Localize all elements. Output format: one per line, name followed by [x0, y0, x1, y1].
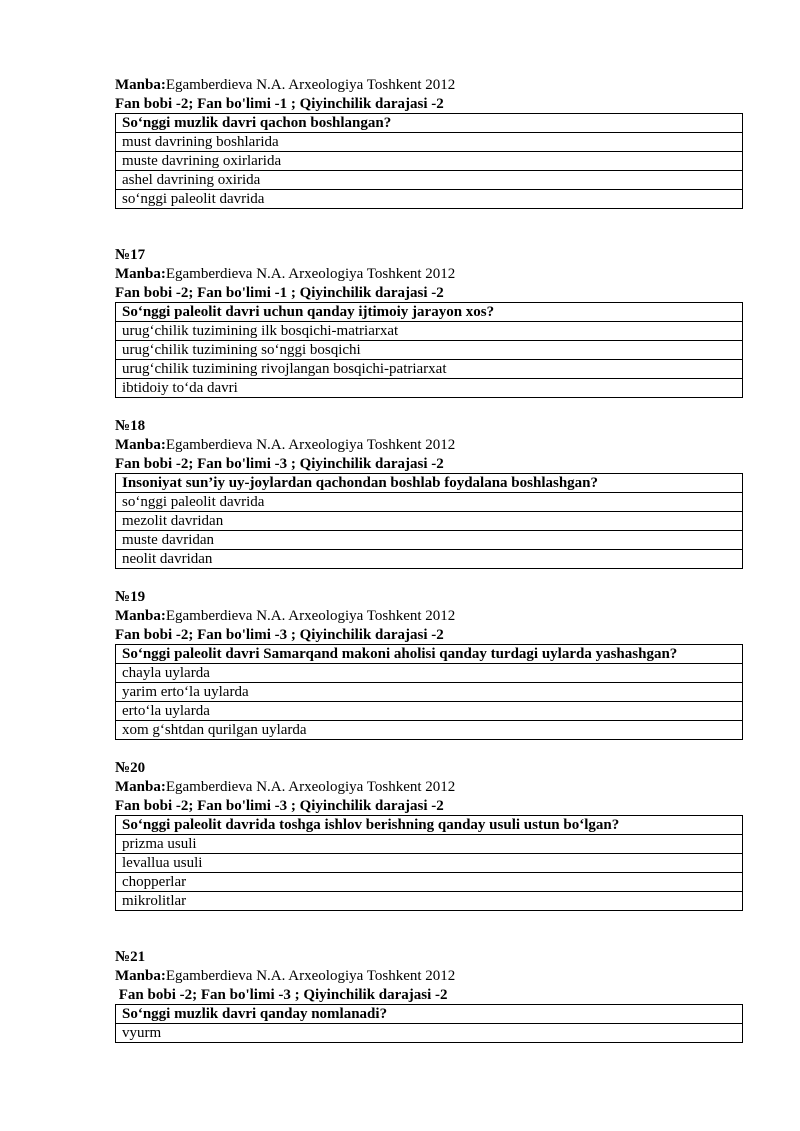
question-table: [115, 644, 743, 740]
source-label: Manba:: [115, 608, 166, 624]
answer-option: mezolit davridan: [116, 512, 743, 531]
source-label: Manba:: [115, 437, 166, 453]
question-text: So‘nggi paleolit davri uchun qanday ijtimoiy jarayon xos?: [116, 303, 743, 322]
answer-option: urug‘chilik tuzimining rivojlangan bosqichi-patriarxat: [116, 360, 743, 379]
question-block-21: [115, 948, 743, 1043]
source-text: Egamberdieva N.A. Arxeologiya Toshkent 2012: [165, 77, 456, 93]
answer-option: prizma usuli: [116, 835, 743, 854]
question-number: №17: [115, 247, 146, 263]
answer-option: muste davridan: [116, 531, 743, 550]
source-line: [115, 607, 743, 626]
question-table: [115, 302, 743, 398]
answer-option: chayla uylarda: [116, 664, 743, 683]
answer-option: so‘nggi paleolit davrida: [116, 190, 743, 209]
answer-option: chopperlar: [116, 873, 743, 892]
source-text: Egamberdieva N.A. Arxeologiya Toshkent 2012: [165, 437, 456, 453]
question-table: [115, 473, 743, 569]
answer-option: must davrining boshlarida: [116, 133, 743, 152]
question-text: So‘nggi paleolit davrida toshga ishlov berishning qanday usuli ustun bo‘lgan?: [116, 816, 743, 835]
meta-line: Fan bobi -2; Fan bo'limi -1 ; Qiyinchilik darajasi -2: [115, 96, 444, 112]
answer-option: vyurm: [116, 1024, 743, 1043]
question-number: №20: [115, 760, 146, 776]
question-block-17: [115, 246, 743, 398]
question-number: №21: [115, 949, 146, 965]
answer-option: xom g‘shtdan qurilgan uylarda: [116, 721, 743, 740]
answer-option: ashel davrining oxirida: [116, 171, 743, 190]
meta-line: Fan bobi -2; Fan bo'limi -1 ; Qiyinchilik darajasi -2: [115, 285, 444, 301]
source-text: Egamberdieva N.A. Arxeologiya Toshkent 2012: [165, 968, 456, 984]
source-line: [115, 967, 743, 986]
question-block-18: [115, 417, 743, 569]
source-text: Egamberdieva N.A. Arxeologiya Toshkent 2012: [165, 266, 456, 282]
question-text: So‘nggi paleolit davri Samarqand makoni aholisi qanday turdagi uylarda yashashgan?: [116, 645, 743, 664]
source-line: [115, 265, 743, 284]
meta-line: Fan bobi -2; Fan bo'limi -3 ; Qiyinchilik darajasi -2: [115, 798, 444, 814]
source-label: Manba:: [115, 266, 166, 282]
source-text: Egamberdieva N.A. Arxeologiya Toshkent 2012: [165, 608, 456, 624]
source-line: [115, 76, 743, 95]
meta-line: Fan bobi -2; Fan bo'limi -3 ; Qiyinchilik darajasi -2: [115, 987, 448, 1003]
question-table: [115, 1004, 743, 1043]
question-text: So‘nggi muzlik davri qanday nomlanadi?: [116, 1005, 743, 1024]
answer-option: urug‘chilik tuzimining ilk bosqichi-matriarxat: [116, 322, 743, 341]
question-number: №19: [115, 589, 146, 605]
source-label: Manba:: [115, 968, 166, 984]
question-table: [115, 113, 743, 209]
source-line: [115, 436, 743, 455]
answer-option: levallua usuli: [116, 854, 743, 873]
source-line: [115, 778, 743, 797]
question-block-16: [115, 76, 743, 209]
source-label: Manba:: [115, 77, 166, 93]
question-block-20: [115, 759, 743, 911]
answer-option: erto‘la uylarda: [116, 702, 743, 721]
answer-option: so‘nggi paleolit davrida: [116, 493, 743, 512]
answer-option: ibtidoiy to‘da davri: [116, 379, 743, 398]
source-text: Egamberdieva N.A. Arxeologiya Toshkent 2012: [165, 779, 456, 795]
source-label: Manba:: [115, 779, 166, 795]
question-text: So‘nggi muzlik davri qachon boshlangan?: [116, 114, 743, 133]
question-number: №18: [115, 418, 146, 434]
question-block-19: [115, 588, 743, 740]
meta-line: Fan bobi -2; Fan bo'limi -3 ; Qiyinchilik darajasi -2: [115, 456, 444, 472]
answer-option: mikrolitlar: [116, 892, 743, 911]
answer-option: muste davrining oxirlarida: [116, 152, 743, 171]
answer-option: yarim erto‘la uylarda: [116, 683, 743, 702]
answer-option: urug‘chilik tuzimining so‘nggi bosqichi: [116, 341, 743, 360]
question-text: Insoniyat sun’iy uy-joylardan qachondan boshlab foydalana boshlashgan?: [116, 474, 743, 493]
question-table: [115, 815, 743, 911]
answer-option: neolit davridan: [116, 550, 743, 569]
meta-line: Fan bobi -2; Fan bo'limi -3 ; Qiyinchilik darajasi -2: [115, 627, 444, 643]
